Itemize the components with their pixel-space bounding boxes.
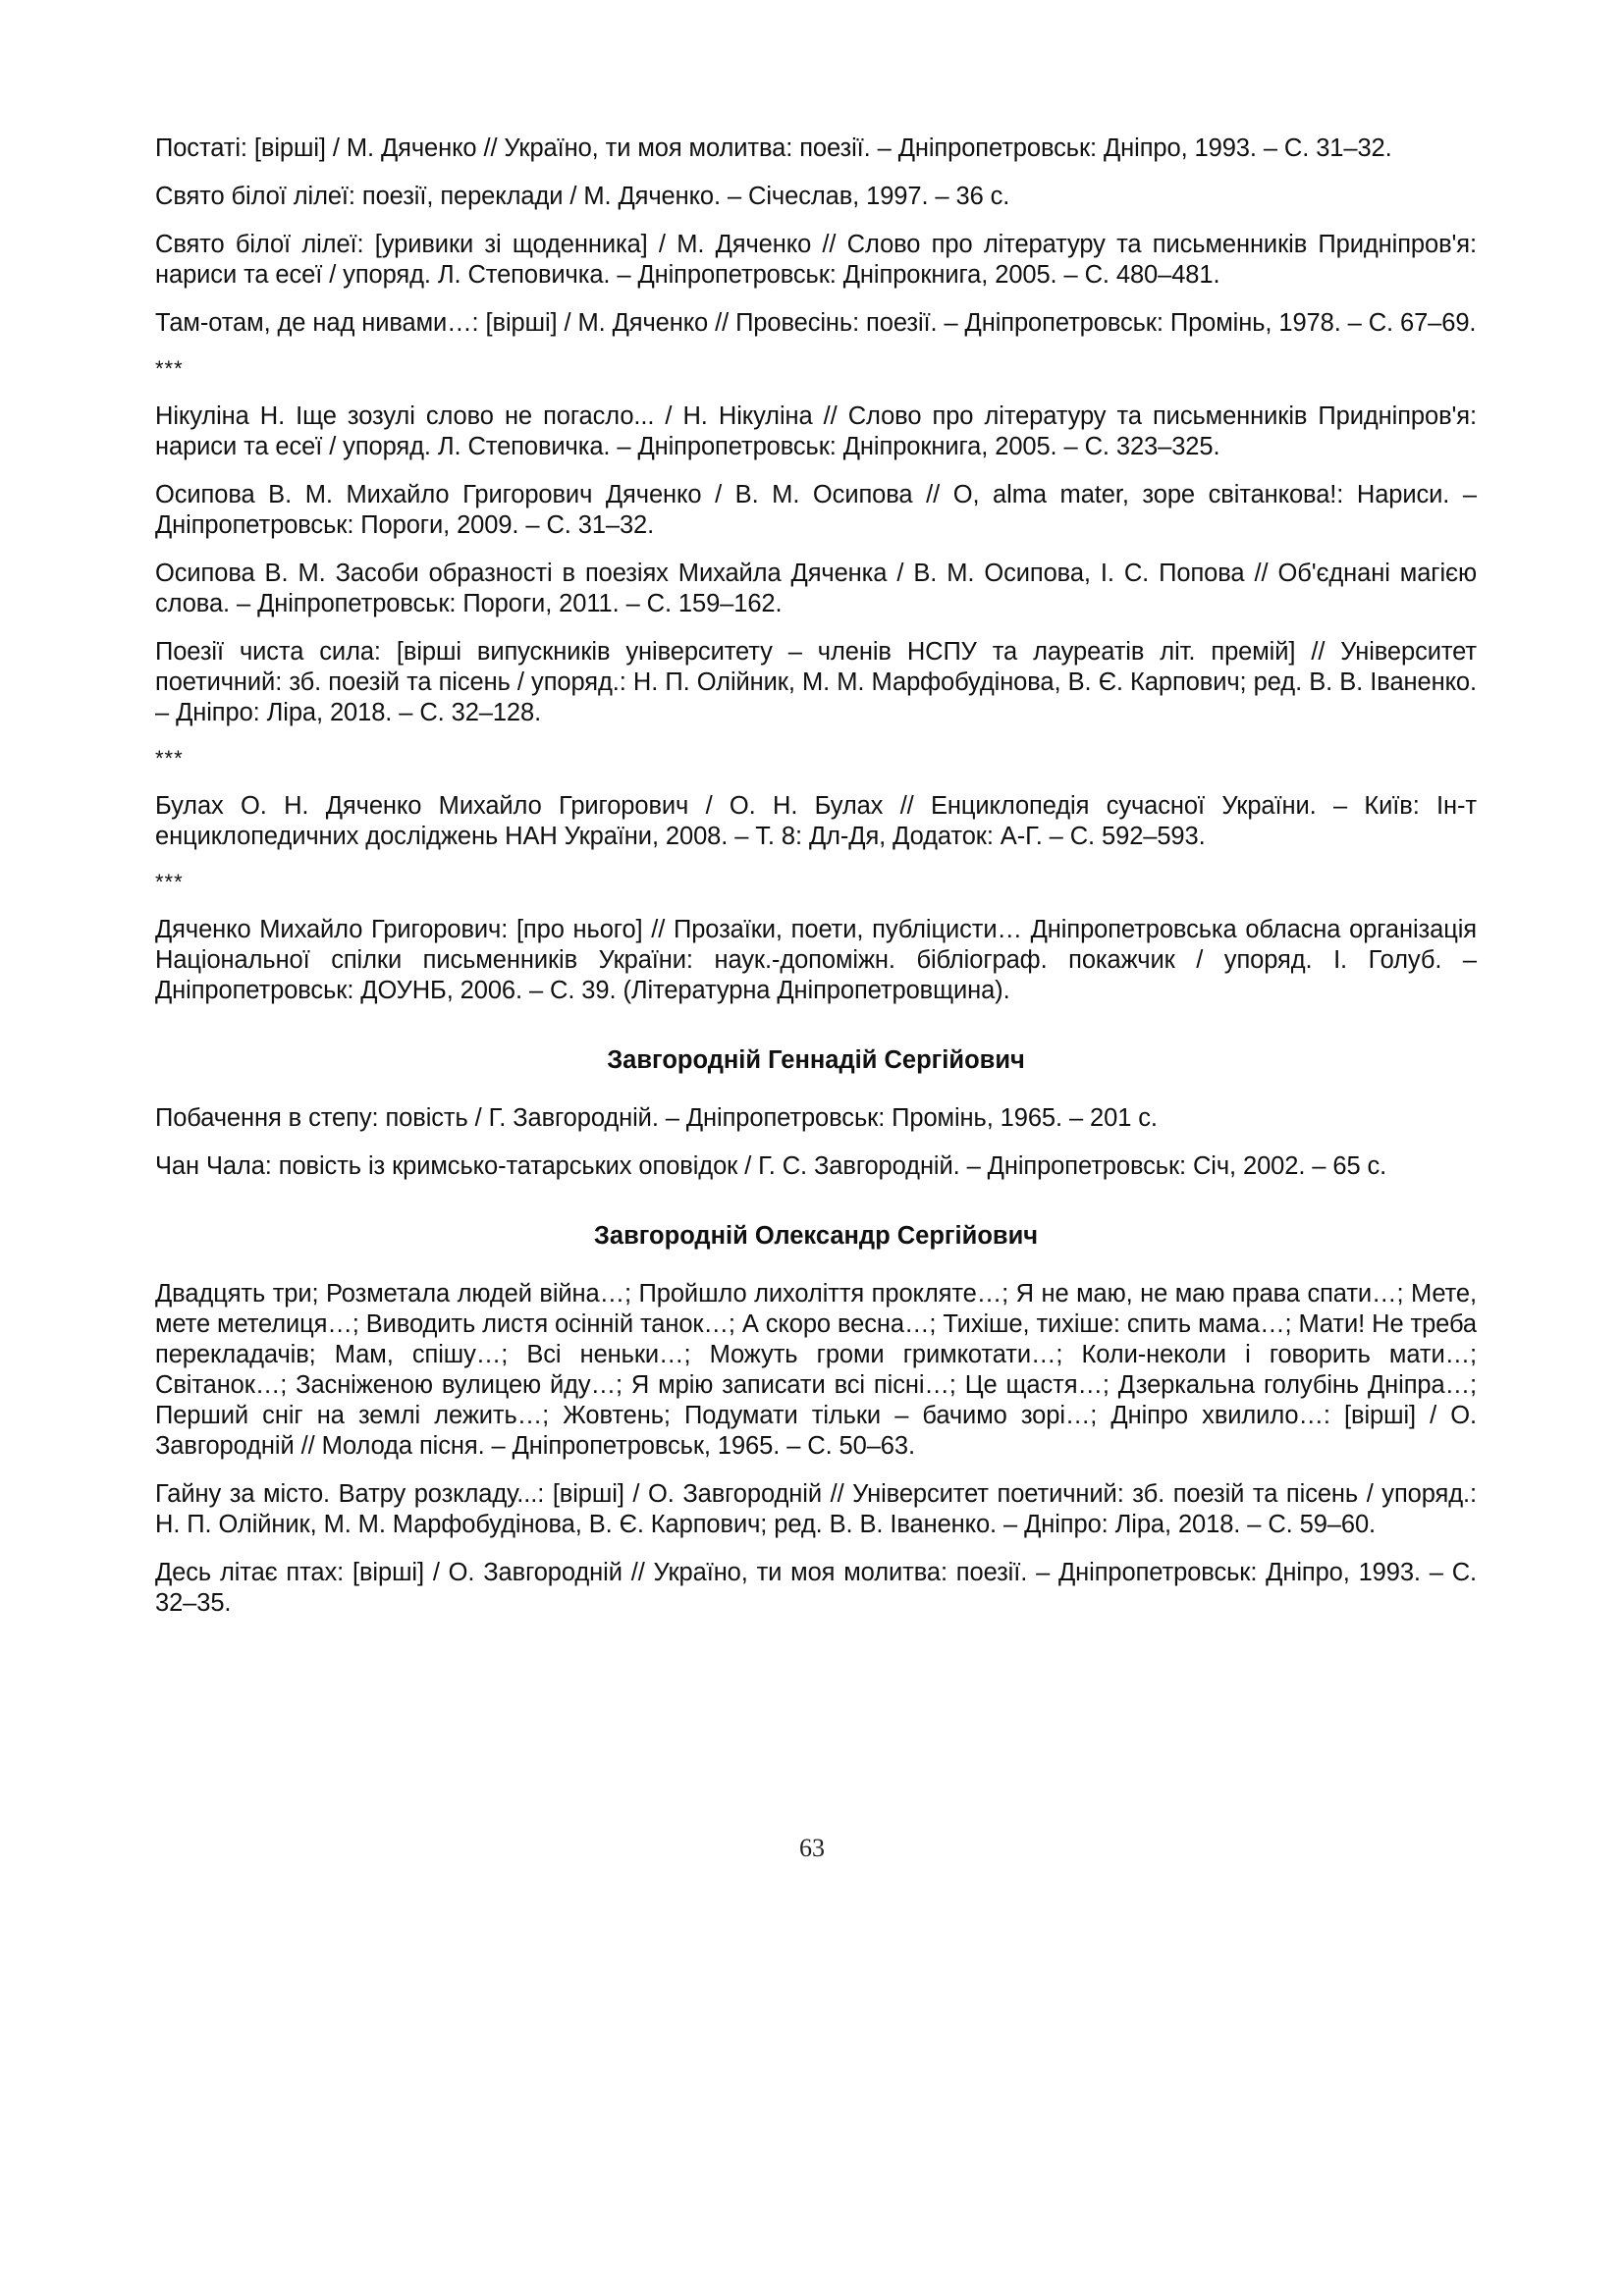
bibliography-entry: Поезії чиста сила: [вірші випускників університету – членів НСПУ та лауреатів літ. премій] // Університет поетичний: зб. поезій та пісень / упоряд.: Н. П. Олійник, М. М. Марфобудінова, В. Є. Карпович; ред. В. В. Іваненко. – Дніпро: Ліра, 2018. – С. 32–128.	[155, 638, 1477, 726]
page-number: 63	[799, 1834, 825, 1862]
author-heading: Завгородній Геннадій Сергійович	[607, 1046, 1025, 1074]
bibliography-entry: Дяченко Михайло Григорович: [про нього] // Прозаїки, поети, публіцисти… Дніпропетровська обласна організація Національної спілки письменників України: наук.-допоміжн. бібліограф. покажчик / упоряд. І. Голуб. – Дніпропетровськ: ДОУНБ, 2006. – С. 39. (Літературна Дніпропетровщина).	[155, 916, 1477, 1004]
bibliography-entry: Осипова В. М. Засоби образності в поезіях Михайла Дяченка / В. М. Осипова, І. С. Попова // Об'єднані магією слова. – Дніпропетровськ: Пороги, 2011. – С. 159–162.	[155, 560, 1477, 617]
bibliography-entry: Чан Чала: повість із кримсько-татарських оповідок / Г. С. Завгородній. – Дніпропетровськ: Січ, 2002. – 65 с.	[155, 1152, 1387, 1180]
bibliography-entry: Постаті: [вірші] / М. Дяченко // Україно, ти моя молитва: поезії. – Дніпропетровськ: Дніпро, 1993. – С. 31–32.	[155, 134, 1392, 162]
bibliography-entry: Нікуліна Н. Іще зозулі слово не погасло... / Н. Нікуліна // Слово про літературу та письменників Придніпров'я: нариси та есеї / упоряд. Л. Степовичка. – Дніпропетровськ: Дніпрокнига, 2005. – С. 323–325.	[155, 402, 1477, 460]
section-separator: ***	[155, 746, 184, 771]
document-page	[155, 133, 1477, 1636]
bibliography-entry: Свято білої лілеї: поезії, переклади / М. Дяченко. – Січеслав, 1997. – 36 с.	[155, 183, 1010, 210]
bibliography-entry: Двадцять три; Розметала людей війна…; Пройшло лихоліття прокляте…; Я не маю, не маю права спати…; Мете, мете метелиця…; Виводить листя осінній танок…; А скоро весна…; Тихіше, тихіше: спить мама…; Мати! Не треба перекладачів; Мам, спішу…; Всі неньки…; Можуть громи гримкотати…; Коли-неколи і говорить мати…; Світанок…; Засніженою вулицею йду…; Я мрію записати всі пісні…; Це щастя…; Дзеркальна голубінь Дніпра…; Перший сніг на землі лежить…; Жовтень; Подумати тільки – бачимо зорі…; Дніпро хвилило…: [вірші] / О. Завгородній // Молода пісня. – Дніпропетровськ, 1965. – С. 50–63.	[155, 1280, 1477, 1460]
bibliography-entry: Десь літає птах: [вірші] / О. Завгородній // Україно, ти моя молитва: поезії. – Дніпропетровськ: Дніпро, 1993. – С. 32–35.	[155, 1559, 1477, 1617]
author-heading: Завгородній Олександр Сергійович	[593, 1222, 1039, 1250]
bibliography-entry: Там-отам, де над нивами…: [вірші] / М. Дяченко // Провесінь: поезії. – Дніпропетровськ: Промінь, 1978. – С. 67–69.	[155, 309, 1477, 337]
bibliography-entry: Булах О. Н. Дяченко Михайло Григорович / О. Н. Булах // Енциклопедія сучасної України. – Київ: Ін-т енциклопедичних досліджень НАН України, 2008. – Т. 8: Дл-Дя, Додаток: А-Г. – С. 592–593.	[155, 792, 1477, 850]
bibliography-entry: Побачення в степу: повість / Г. Завгородній. – Дніпропетровськ: Промінь, 1965. – 201 с.	[155, 1104, 1158, 1132]
bibliography-entry: Гайну за місто. Ватру розкладу...: [вірші] / О. Завгородній // Університет поетичний: зб. поезій та пісень / упоряд.: Н. П. Олійник, М. М. Марфобудінова, В. Є. Карпович; ред. В. В. Іваненко. – Дніпро: Ліра, 2018. – С. 59–60.	[155, 1480, 1477, 1538]
section-separator: ***	[155, 870, 184, 894]
bibliography-entry: Свято білої лілеї: [уривики зі щоденника] / М. Дяченко // Слово про літературу та письменників Придніпров'я: нариси та есеї / упоряд. Л. Степовичка. – Дніпропетровськ: Дніпрокнига, 2005. – С. 480–481.	[155, 231, 1477, 289]
section-separator: ***	[155, 356, 184, 381]
bibliography-entry: Осипова В. М. Михайло Григорович Дяченко / В. М. Осипова // О, alma mater, зоре світанкова!: Нариси. – Дніпропетровськ: Пороги, 2009. – С. 31–32.	[155, 481, 1477, 539]
